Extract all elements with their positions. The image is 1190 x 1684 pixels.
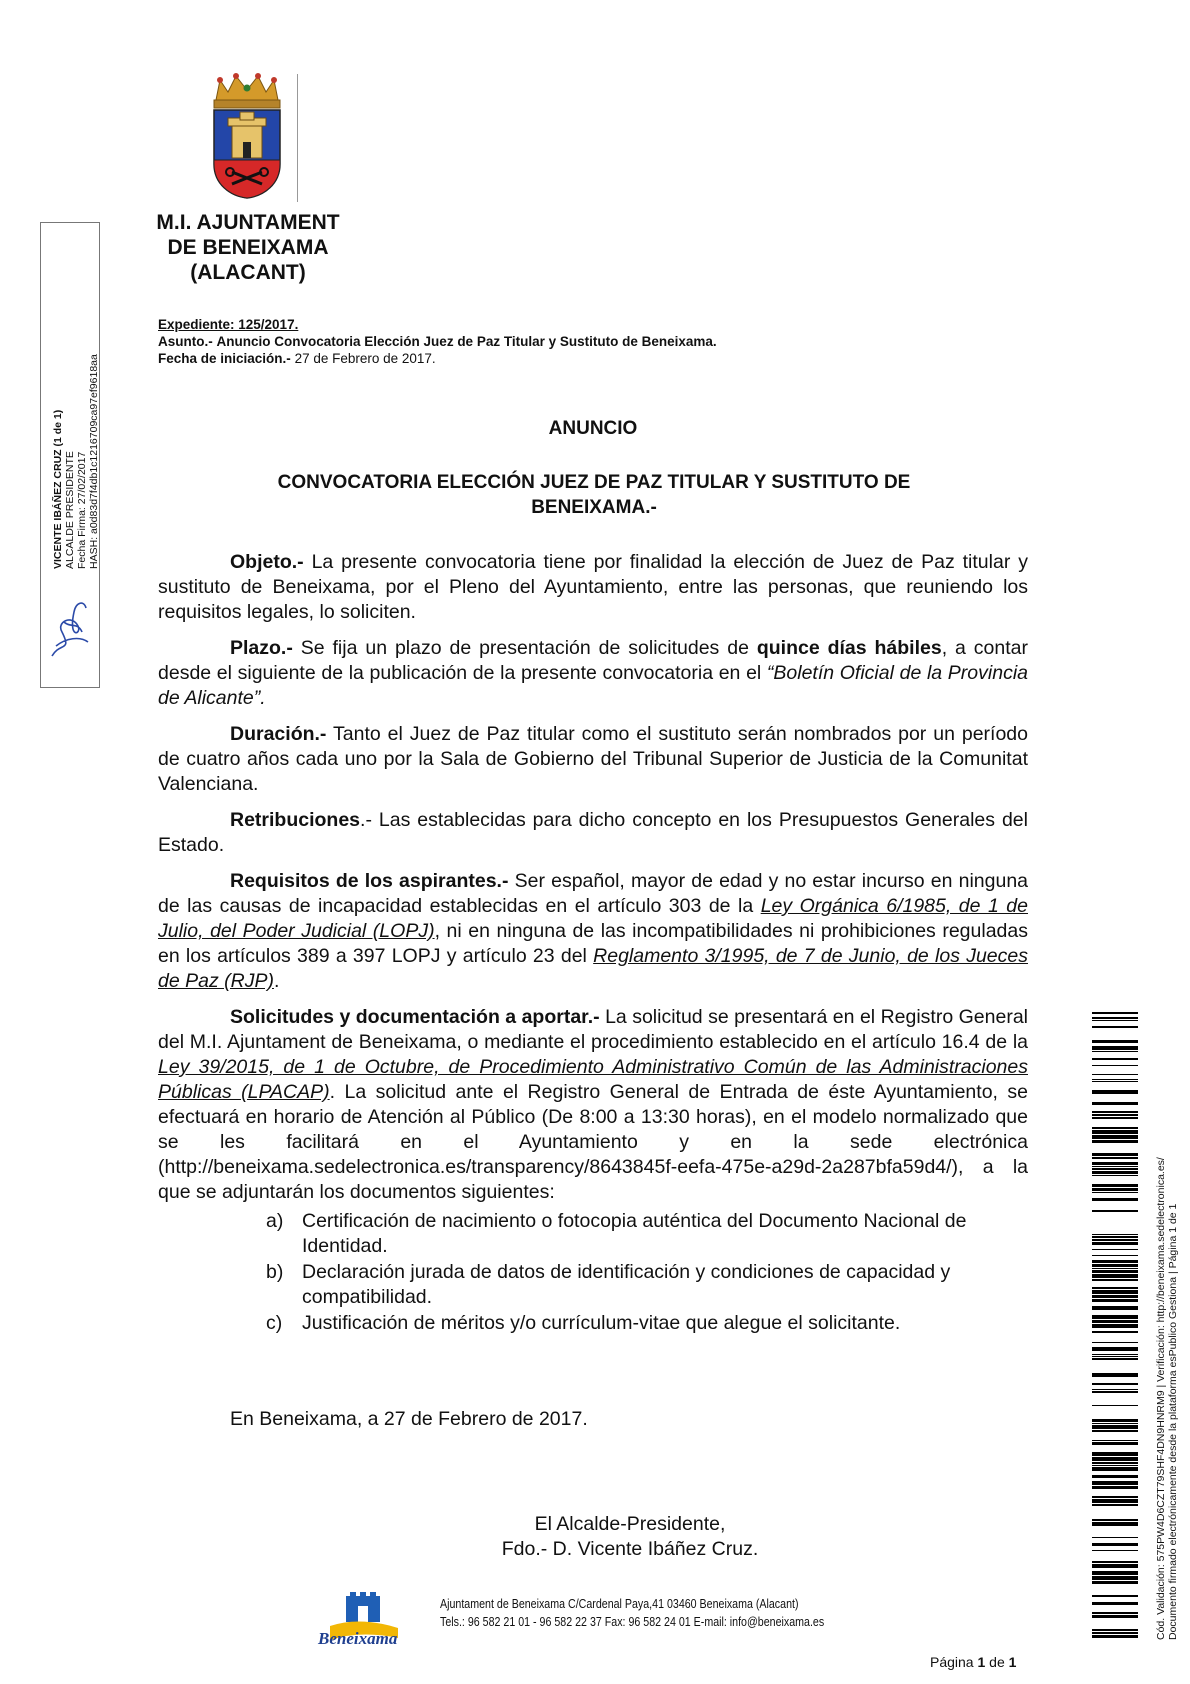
convocatoria-title: CONVOCATORIA ELECCIÓN JUEZ DE PAZ TITULAR Y SUSTITUTO DE BENEIXAMA.-: [277, 472, 911, 518]
handwritten-signature-icon: [42, 592, 96, 666]
list-item-text: Justificación de méritos y/o currículum-vitae que alegue el solicitante.: [302, 1312, 901, 1334]
anuncio-title: ANUNCIO: [548, 418, 638, 439]
page-number: [930, 1654, 1016, 1670]
header-divider: [297, 74, 298, 202]
duracion-label: Duración.-: [230, 723, 327, 745]
stamp-hash: HASH: a0d83d7f4db1c1216709ca97ef9618aa: [88, 354, 100, 569]
page-total: 1: [1008, 1654, 1017, 1670]
lopj-link[interactable]: Ley Orgánica 6/1985, de 1 de Julio, del Poder Judicial (LOPJ): [158, 895, 1028, 942]
retribuciones-label: Retribuciones: [230, 809, 361, 831]
organization-name: [148, 210, 348, 285]
objeto-label: Objeto.-: [230, 551, 304, 573]
page-current: 1: [977, 1654, 986, 1670]
document-body: [158, 550, 1028, 1337]
plazo-bold: quince días hábiles: [756, 637, 942, 659]
solicitudes-text-1: La solicitud se presentará en el Registro General del M.I. Ajuntament de Beneixama, o mediante el procedimiento establecido en el artículo 16.4 de la: [158, 1006, 1028, 1053]
duracion-text: Tanto el Juez de Paz titular como el sustituto serán nombrados por un período de cuatro años cada uno por la Sala de Gobierno del Tribunal Superior de Justicia de la Comunitat Valenciana.: [158, 723, 1028, 795]
list-item-label: b): [266, 1261, 284, 1283]
list-item-text: Certificación de nacimiento o fotocopia auténtica del Documento Nacional de Identidad.: [302, 1210, 967, 1257]
fecha-text: 27 de Febrero de 2017.: [294, 351, 436, 366]
validation-text: [1155, 1040, 1179, 1640]
fecha-label: Fecha de iniciación.-: [158, 351, 291, 366]
plazo-italic: “Boletín Oficial de la Provincia de Alicante”.: [158, 662, 1028, 709]
requisitos-label: Requisitos de los aspirantes.-: [230, 870, 509, 892]
beneixama-logo-icon: [310, 1592, 410, 1650]
dateline: En Beneixama, a 27 de Febrero de 2017.: [230, 1408, 588, 1430]
logo-wordmark: Beneixama: [318, 1629, 398, 1648]
signature-block: [440, 1512, 820, 1562]
requisitos-text-1: Ser español, mayor de edad y no estar incurso en ninguna de las causas de incapacidad establecidas en el artículo 303 de la: [158, 870, 1029, 917]
signature-title: El Alcalde-Presidente,: [534, 1513, 726, 1535]
expediente-line: [158, 316, 298, 333]
expediente-label: Expediente: 125/2017.: [158, 317, 299, 332]
org-line-3: (ALACANT): [190, 261, 306, 284]
coat-of-arms-icon: [210, 72, 284, 202]
solicitudes-paragraph: [158, 1005, 1028, 1205]
stamp-date: Fecha Firma: 27/02/2017: [76, 451, 88, 569]
validation-line-2: Documento firmado electrónicamente desde la plataforma esPublico Gestiona | Página 1 de 1: [1167, 1203, 1179, 1640]
stamp-signer: VICENTE IBÁÑEZ CRUZ (1 de 1): [52, 409, 64, 569]
list-item: [158, 1311, 1028, 1336]
requisitos-text-3: .: [273, 970, 280, 992]
plazo-paragraph: [158, 636, 1028, 711]
asunto-line: [158, 333, 717, 350]
org-line-1: M.I. AJUNTAMENT: [156, 211, 340, 234]
validation-line-1: Cód. Validación: 575PW4D6CZT79SHF4DN9HNRM9 | Verificación: http://beneixama.sedelectronica.es/: [1155, 1157, 1167, 1640]
plazo-label: Plazo.-: [230, 637, 293, 659]
org-line-2: DE BENEIXAMA: [167, 236, 329, 259]
documents-list: [158, 1209, 1028, 1336]
objeto-paragraph: [158, 550, 1028, 625]
plazo-text-2: , a contar desde el siguiente de la publicación de la presente convocatoria en el: [158, 637, 1029, 684]
barcode-icon: [1092, 1012, 1138, 1638]
solicitudes-label: Solicitudes y documentación a aportar.-: [230, 1006, 600, 1028]
requisitos-text-2: , ni en ninguna de las incompatibilidades ni prohibiciones reguladas en los artículos 389 a 397 LOPJ y artículo 23 del: [158, 920, 1028, 967]
retribuciones-text: .- Las establecidas para dicho concepto en los Presupuestos Generales del Estado.: [158, 809, 1028, 856]
plazo-text-1: Se fija un plazo de presentación de solicitudes de: [292, 637, 757, 659]
footer-address: Ajuntament de Beneixama C/Cardenal Paya,41 03460 Beneixama (Alacant): [440, 1596, 799, 1611]
retribuciones-paragraph: [158, 808, 1028, 858]
footer-phones: Tels.: 96 582 21 01 - 96 582 22 37 Fax: 96 582 24 01 E-mail: info@beneixama.es: [440, 1614, 825, 1629]
list-item: [158, 1209, 1028, 1259]
duracion-paragraph: [158, 722, 1028, 797]
asunto-label: Asunto.-: [158, 334, 213, 349]
list-item-text: Declaración jurada de datos de identificación y condiciones de capacidad y compatibilidad.: [302, 1261, 951, 1308]
solicitudes-text-2: . La solicitud ante el Registro General de Entrada de éste Ayuntamiento, se efectuará en horario de Atención al Público (De 8:00 a 13:30 horas), en el modelo normalizado que se les facilitará en el Ayuntamiento y en la sede electrónica (http://beneixama.sedelectronica.es/transparency/8643845f-eefa-475e-a29d-2a287bfa59d4/), a la que se adjuntarán los documentos siguientes:: [158, 1081, 1029, 1203]
list-item: [158, 1260, 1028, 1310]
signature-name: Fdo.- D. Vicente Ibáñez Cruz.: [501, 1538, 759, 1560]
stamp-role: ALCALDE PRESIDENTE: [64, 451, 76, 569]
objeto-text: La presente convocatoria tiene por finalidad la elección de Juez de Paz titular y sustituto de Beneixama, por el Pleno del Ayuntamiento, entre las personas, que reuniendo los requisitos legales, lo soliciten.: [158, 551, 1028, 623]
lpacap-link[interactable]: Ley 39/2015, de 1 de Octubre, de Procedimiento Administrativo Común de las Administraciones Públicas (LPACAP): [158, 1056, 1028, 1103]
footer-contact: [440, 1595, 824, 1631]
fecha-line: [158, 350, 436, 367]
rjp-link[interactable]: Reglamento 3/1995, de 7 de Junio, de los Jueces de Paz (RJP): [158, 945, 1028, 992]
page-prefix: Página: [930, 1654, 978, 1670]
signature-stamp-text: [52, 319, 100, 569]
requisitos-paragraph: [158, 869, 1028, 994]
list-item-label: c): [266, 1312, 283, 1334]
page-mid: de: [985, 1654, 1009, 1670]
list-item-label: a): [266, 1210, 284, 1232]
asunto-text: Anuncio Convocatoria Elección Juez de Paz Titular y Sustituto de Beneixama.: [216, 334, 717, 349]
